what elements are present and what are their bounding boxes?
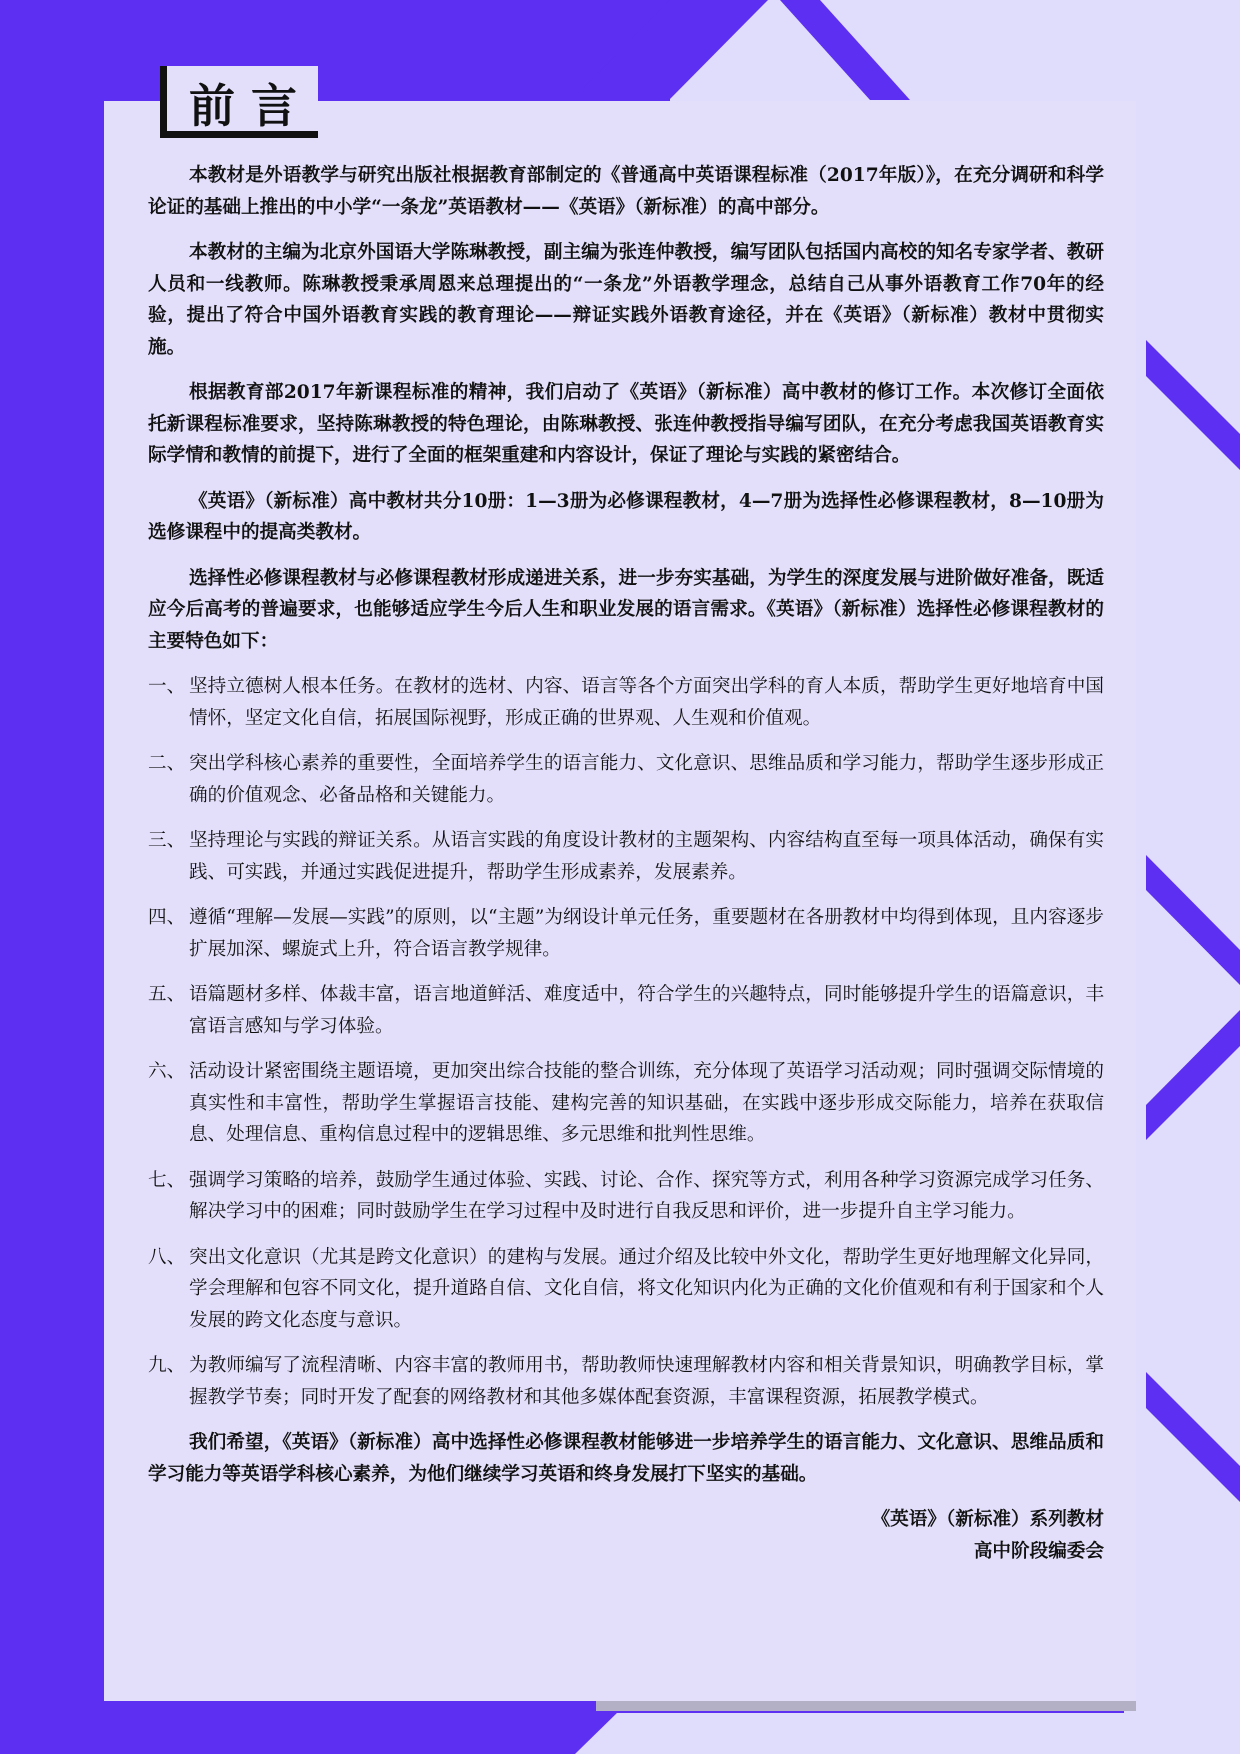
preface-body [148,160,1104,1567]
feature-item [148,825,1104,888]
signature-block [148,1504,1104,1567]
intro-paragraph: 本教材的主编为北京外国语大学陈琳教授，副主编为张连仲教授，编写团队包括国内高校的知名专家学者、教研人员和一线教师。陈琳教授秉承周恩来总理提出的“一条龙”外语教学理念，总结自己从事外语教育工作70年的经验，提出了符合中国外语教育实践的教育理论——辩证实践外语教育途径，并在《英语》（新标准）教材中贯彻实施。 [148,242,1104,358]
closing-paragraph: 我们希望，《英语》（新标准）高中选择性必修课程教材能够进一步培养学生的语言能力、文化意识、思维品质和学习能力等英语学科核心素养，为他们继续学习英语和终身发展打下坚实的基础。 [148,1432,1104,1485]
feature-number: 八、 [148,1246,186,1268]
feature-number: 五、 [148,984,186,1005]
panel-bottom-shadow [596,1701,1136,1711]
feature-text: 坚持立德树人根本任务。在教材的选材、内容、语言等各个方面突出学科的育人本质，帮助学生更好地培育中国情怀，坚定文化自信，拓展国际视野，形成正确的世界观、人生观和价值观。 [189,676,1104,729]
intro-paragraph: 根据教育部2017年新课程标准的精神，我们启动了《英语》（新标准）高中教材的修订工作。本次修订全面依托新课程标准要求，坚持陈琳教授的特色理论，由陈琳教授、张连仲教授指导编写团队，在充分考虑我国英语教育实际学情和教情的前提下，进行了全面的框架重建和内容设计，保证了理论与实践的紧密结合。 [148,382,1104,466]
feature-number: 九、 [148,1355,186,1376]
feature-text: 突出文化意识（尤其是跨文化意识）的建构与发展。通过介绍及比较中外文化，帮助学生更好地理解文化异同，学会理解和包容不同文化，提升道路自信、文化自信，将文化知识内化为正确的文化价值观和有利于国家和个人发展的跨文化态度与意识。 [189,1246,1104,1331]
feature-number: 二、 [148,753,186,774]
right-stripe-3 [1146,1010,1240,1140]
feature-number: 七、 [148,1169,186,1191]
feature-item [148,979,1104,1042]
title-box [160,66,318,138]
intro-paragraph: 选择性必修课程教材与必修课程教材形成递进关系，进一步夯实基础，为学生的深度发展与进阶做好准备，既适应今后高考的普遍要求，也能够适应学生今后人生和职业发展的语言需求。《英语》（新标准）选择性必修课程教材的主要特色如下： [148,567,1104,652]
bottom-left-band [104,1710,620,1754]
feature-number: 一、 [148,676,186,697]
left-band [0,0,104,1754]
intro-paragraph: 本教材是外语教学与研究出版社根据教育部制定的《普通高中英语课程标准（2017年版）》，在充分调研和科学论证的基础上推出的中小学“一条龙”英语教材——《英语》（新标准）的高中部分。 [148,165,1104,218]
feature-text: 遵循“理解—发展—实践”的原则，以“主题”为纲设计单元任务，重要题材在各册教材中均得到体现，且内容逐步扩展加深、螺旋式上升，符合语言教学规律。 [189,907,1104,960]
feature-item [148,671,1104,734]
feature-text: 活动设计紧密围绕主题语境，更加突出综合技能的整合训练，充分体现了英语学习活动观；同时强调交际情境的真实性和丰富性，帮助学生掌握语言技能、建构完善的知识基础，在实践中逐步形成交际能力，培养在获取信息、处理信息、重构信息过程中的逻辑思维、多元思维和批判性思维。 [189,1061,1104,1145]
page-title: 前言 [189,79,313,133]
feature-item [148,1056,1104,1151]
right-stripe-1 [1146,340,1240,470]
right-stripe-2 [1146,855,1240,985]
signature-line-committee: 高中阶段编委会 [973,1540,1104,1562]
feature-item [148,1242,1104,1337]
intro-paragraph: 《英语》（新标准）高中教材共分10册：1—3册为必修课程教材，4—7册为选择性必修课程教材，8—10册为选修课程中的提高类教材。 [148,490,1104,543]
feature-number: 四、 [148,907,186,928]
feature-item [148,1165,1104,1228]
signature-line-series: 《英语》（新标准）系列教材 [871,1509,1104,1530]
feature-text: 坚持理论与实践的辩证关系。从语言实践的角度设计教材的主题架构、内容结构直至每一项具体活动，确保有实践、可实践，并通过实践促进提升，帮助学生形成素养，发展素养。 [189,830,1104,883]
top-stripe [780,0,910,100]
feature-text: 为教师编写了流程清晰、内容丰富的教师用书，帮助教师快速理解教材内容和相关背景知识，明确教学目标，掌握教学节奏；同时开发了配套的网络教材和其他多媒体配套资源，丰富课程资源，拓展教学模式。 [189,1355,1104,1408]
feature-text: 语篇题材多样、体裁丰富，语言地道鲜活、难度适中，符合学生的兴趣特点，同时能够提升学生的语篇意识，丰富语言感知与学习体验。 [189,984,1104,1037]
feature-item [148,1350,1104,1413]
right-stripe-4 [1146,1372,1240,1502]
feature-number: 六、 [148,1061,186,1082]
feature-number: 三、 [148,830,186,851]
feature-item [148,902,1104,965]
feature-text: 强调学习策略的培养，鼓励学生通过体验、实践、讨论、合作、探究等方式，利用各种学习资源完成学习任务、解决学习中的困难；同时鼓励学生在学习过程中及时进行自我反思和评价，进一步提升自主学习能力。 [189,1169,1104,1222]
feature-text: 突出学科核心素养的重要性，全面培养学生的语言能力、文化意识、思维品质和学习能力，帮助学生逐步形成正确的价值观念、必备品格和关键能力。 [189,753,1104,806]
feature-item [148,748,1104,811]
